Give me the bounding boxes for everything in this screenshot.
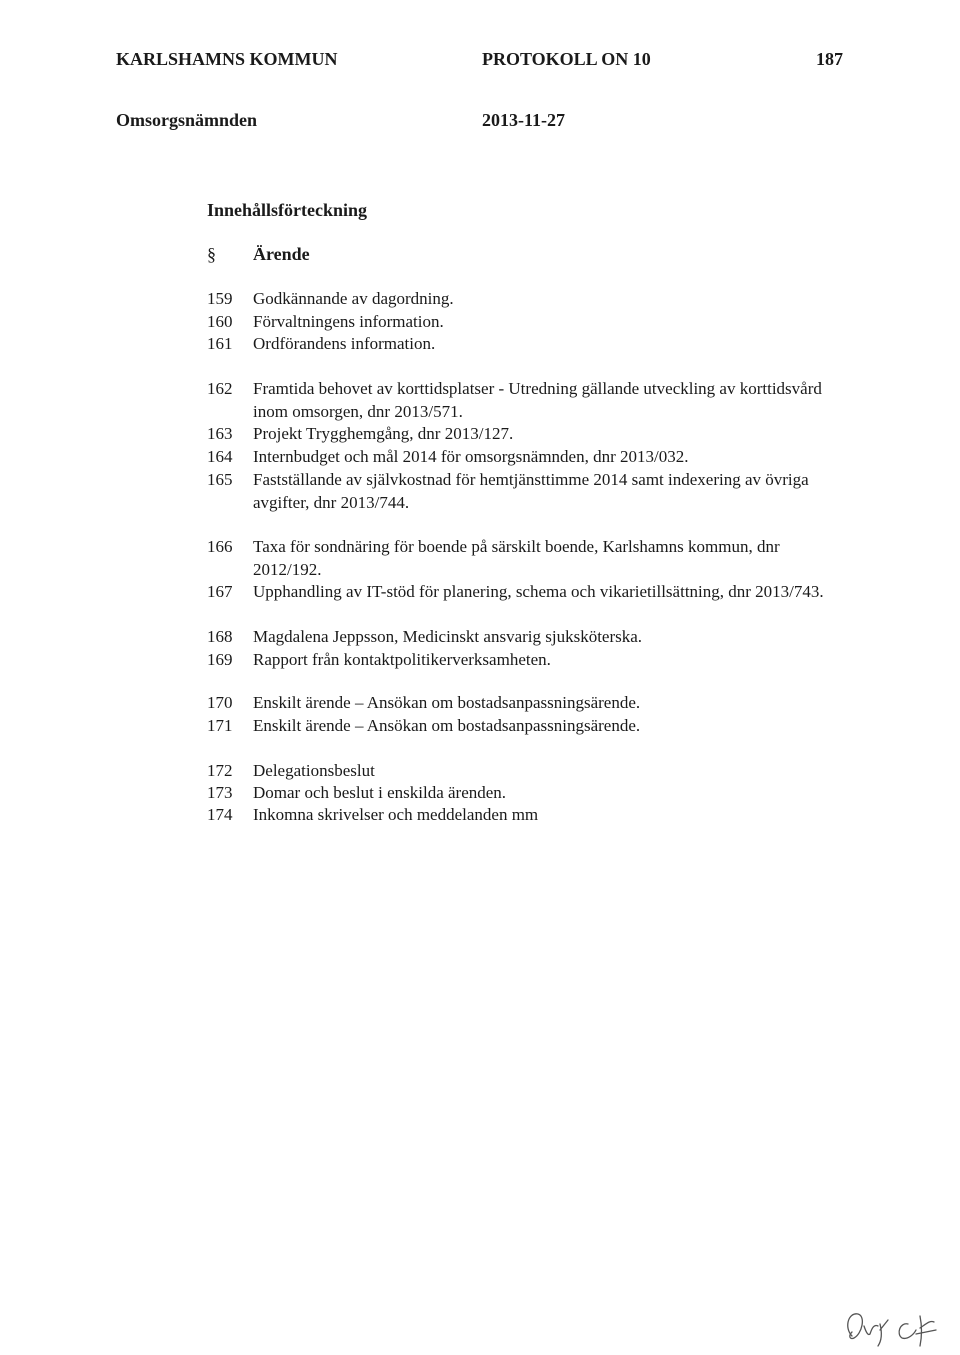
toc-item [207, 446, 847, 469]
item-number: 165 [207, 470, 233, 489]
item-number: 173 [207, 783, 233, 802]
item-number: 167 [207, 582, 233, 601]
page-number: 187 [816, 49, 843, 69]
item-number: 171 [207, 716, 233, 735]
toc-item [207, 288, 847, 311]
organization-name: KARLSHAMNS KOMMUN [116, 49, 338, 69]
toc-item [207, 333, 847, 356]
item-text: Inkomna skrivelser och meddelanden mm [253, 805, 539, 824]
item-number: 161 [207, 334, 233, 353]
toc-item [207, 692, 847, 715]
item-text: Förvaltningens information. [253, 312, 444, 331]
toc-item [207, 423, 847, 446]
item-text: Fastställande av självkostnad för hemtjänsttimme 2014 samt indexering av övriga avgifter, dnr 2013/744. [253, 470, 809, 512]
toc-title: Innehållsförteckning [207, 200, 368, 220]
paragraph-symbol: § [207, 244, 216, 264]
item-text: Internbudget och mål 2014 för omsorgsnämnden, dnr 2013/032. [253, 447, 689, 466]
item-number: 174 [207, 805, 233, 824]
item-number: 163 [207, 424, 233, 443]
item-number: 168 [207, 627, 233, 646]
item-text: Projekt Trygghemgång, dnr 2013/127. [253, 424, 514, 443]
item-text: Taxa för sondnäring för boende på särskilt boende, Karlshamns kommun, dnr 2012/192. [253, 537, 780, 579]
item-number: 172 [207, 761, 233, 780]
item-text: Upphandling av IT-stöd för planering, schema och vikarietillsättning, dnr 2013/743. [253, 582, 824, 601]
handwritten-signature [838, 1306, 948, 1350]
meeting-date: 2013-11-27 [482, 110, 565, 130]
item-number: 160 [207, 312, 233, 331]
protocol-title: PROTOKOLL ON 10 [482, 49, 651, 69]
item-text: Enskilt ärende – Ansökan om bostadsanpassningsärende. [253, 716, 641, 735]
item-text: Domar och beslut i enskilda ärenden. [253, 783, 507, 802]
item-text: Magdalena Jeppsson, Medicinskt ansvarig sjuksköterska. [253, 627, 643, 646]
toc-item [207, 760, 847, 783]
item-number: 170 [207, 693, 233, 712]
item-text: Ordförandens information. [253, 334, 436, 353]
arende-column-heading: Ärende [253, 244, 310, 264]
item-text: Framtida behovet av korttidsplatser - Utredning gällande utveckling av korttidsvård inom omsorgen, dnr 2013/571. [253, 379, 822, 421]
item-text: Enskilt ärende – Ansökan om bostadsanpassningsärende. [253, 693, 641, 712]
item-text: Godkännande av dagordning. [253, 289, 454, 308]
toc-item [207, 626, 847, 649]
item-number: 159 [207, 289, 233, 308]
committee-name: Omsorgsnämnden [116, 110, 258, 130]
item-number: 164 [207, 447, 233, 466]
toc-item [207, 378, 847, 423]
item-text: Rapport från kontaktpolitikerverksamheten. [253, 650, 551, 669]
toc-item [207, 469, 847, 514]
item-number: 162 [207, 379, 233, 398]
toc-item [207, 649, 847, 672]
toc-item [207, 581, 847, 604]
toc-item [207, 536, 847, 581]
item-number: 169 [207, 650, 233, 669]
toc-item [207, 715, 847, 738]
item-text: Delegationsbeslut [253, 761, 375, 780]
item-number: 166 [207, 537, 233, 556]
toc-item [207, 804, 847, 827]
toc-item [207, 782, 847, 805]
toc-item [207, 311, 847, 334]
